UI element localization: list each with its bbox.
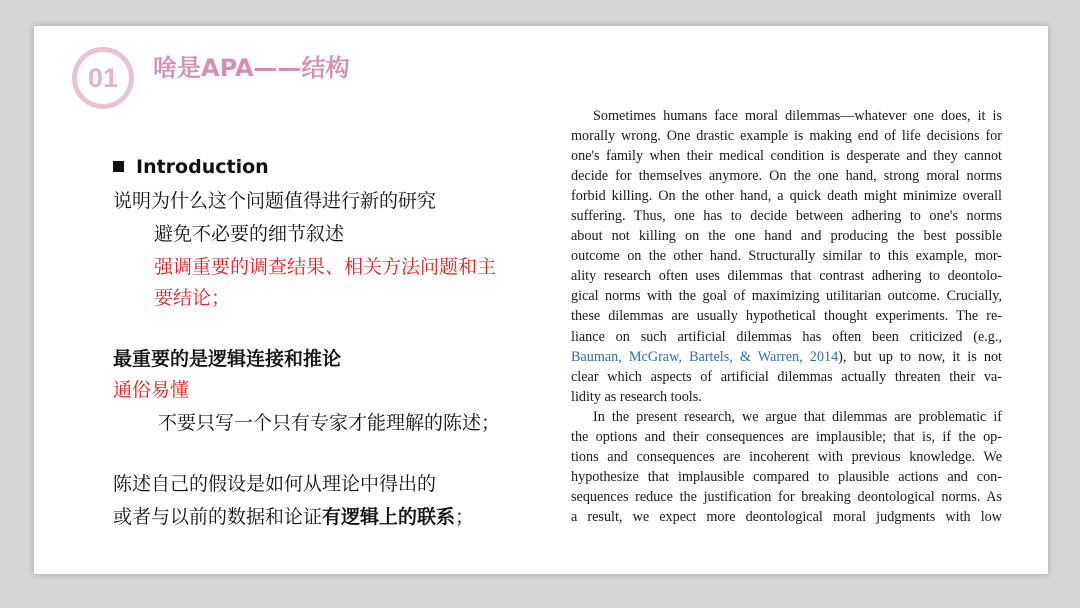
note-line-highlight: 通俗易懂 — [113, 379, 190, 401]
note-line-highlight: 强调重要的调查结果、相关方法问题和主 — [154, 256, 497, 278]
note-line: 陈述自己的假设是如何从理论中得出的 — [113, 473, 437, 495]
excerpt-line: hypothesize that implausible compared to plausible actions and con- — [571, 468, 1002, 485]
excerpt-line: clear which aspects of artificial dilemmas actually threaten their va- — [571, 368, 1002, 385]
note-line: 不要只写一个只有专家才能理解的陈述； — [158, 412, 501, 434]
paper-excerpt — [571, 106, 1002, 527]
note-line: 或者与以前的数据和论证有逻辑上的联系； — [113, 506, 475, 528]
excerpt-line-citation: Bauman, McGraw, Bartels, & Warren, 2014), but up to now, it is not — [571, 348, 1002, 365]
note-line-key: 最重要的是逻辑连接和推论 — [113, 348, 342, 370]
excerpt-line: suffering. Thus, one has to decide between adhering to one's norms — [571, 208, 1002, 225]
excerpt-line: one's family when their medical condition is desperate and they cannot — [571, 148, 1002, 165]
excerpt-line: outcome on the other hand. Structurally similar to this example, mor- — [571, 248, 1002, 265]
section-number-badge: 01 — [72, 47, 134, 109]
excerpt-line: sequences reduce the justification for breaking deontological norms. As — [571, 488, 1002, 505]
excerpt-line: decide for themselves anymore. On the one hand, strong moral norms — [571, 168, 1002, 185]
excerpt-line: these dilemmas are usually hypothetical thought experiments. The re- — [571, 308, 1002, 325]
excerpt-line: tions and consequences are incoherent with previous knowledge. We — [571, 448, 1002, 465]
excerpt-line: ality research often uses dilemmas that contrast adhering to deontolo- — [571, 268, 1002, 285]
excerpt-line: the options and their consequences are implausible; that is, if the op- — [571, 428, 1002, 445]
bullet-square-icon — [113, 161, 124, 172]
excerpt-line: In the present research, we argue that dilemmas are problematic if — [593, 408, 1002, 425]
excerpt-line: lidity as research tools. — [571, 388, 702, 405]
excerpt-line: liance on such artificial dilemmas has often been criticized (e.g., — [571, 328, 1002, 345]
note-line: 说明为什么这个问题值得进行新的研究 — [113, 190, 437, 212]
slide — [34, 26, 1048, 574]
excerpt-line: gical norms with the goal of maximizing utilitarian outcome. Crucially, — [571, 288, 1002, 305]
excerpt-line: about not killing on the one hand and producing the best possible — [571, 228, 1002, 245]
excerpt-line: Sometimes humans face moral dilemmas—whatever one does, it is — [593, 108, 1002, 124]
citation-link[interactable]: Bauman, McGraw, Bartels, & Warren, 2014 — [571, 348, 839, 365]
excerpt-line: forbid killing. On the other hand, a quick death might minimize overall — [571, 188, 1002, 205]
excerpt-line: a result, we expect more deontological moral judgments with low — [571, 508, 1002, 525]
excerpt-line: morally wrong. One drastic example is making end of life decisions for — [571, 128, 1002, 145]
note-line: 避免不必要的细节叙述 — [154, 223, 345, 245]
slide-title: 啥是APA——结构 — [153, 54, 350, 82]
introduction-heading: Introduction — [113, 156, 269, 178]
note-line-highlight: 要结论； — [154, 287, 231, 309]
